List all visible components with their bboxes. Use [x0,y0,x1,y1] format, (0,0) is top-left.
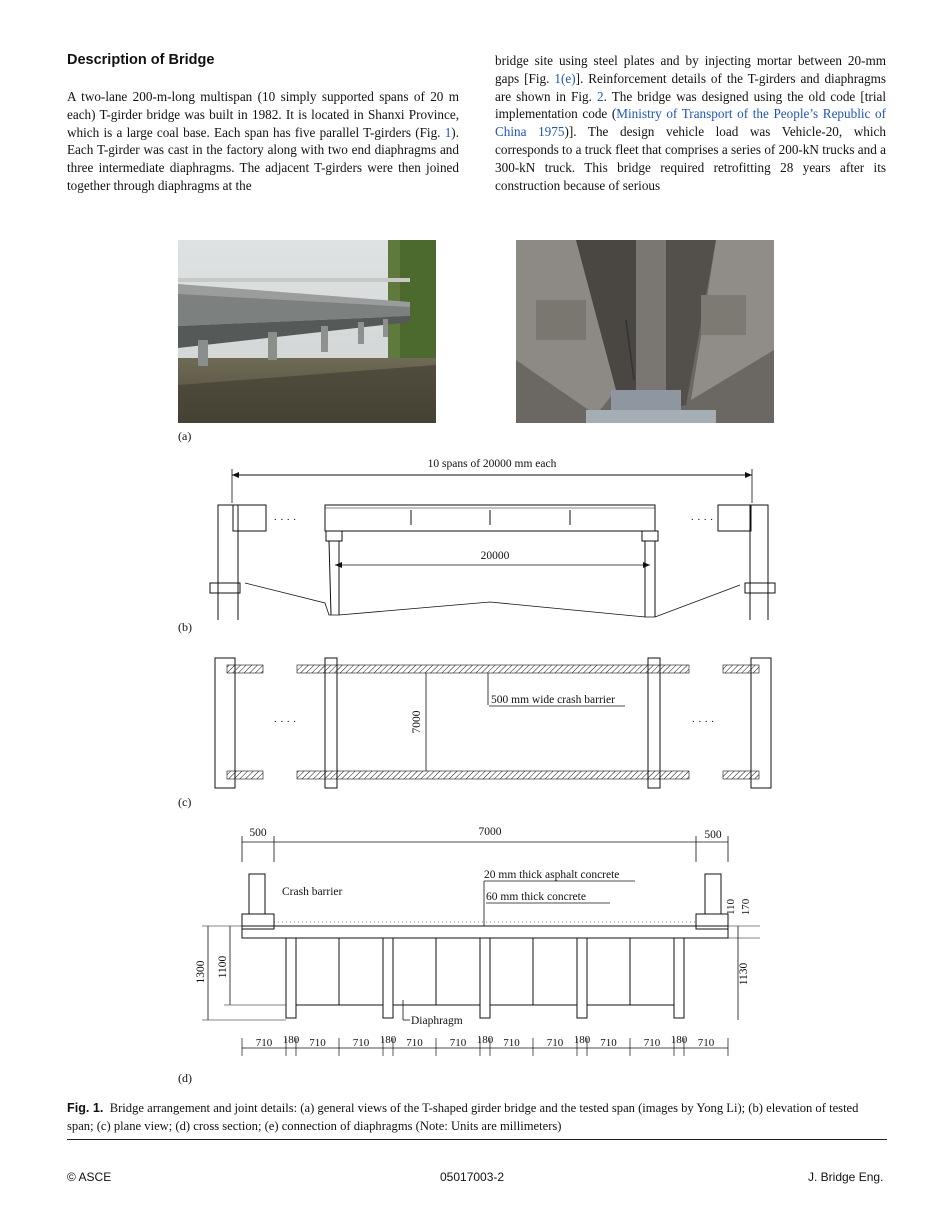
panel-label-a: (a) [178,429,192,443]
bottom-dim-label: 710 [352,1037,370,1049]
bottom-dimensions [242,1034,728,1056]
reference-link[interactable]: Ministry of Transport of the People’s Republic of China 1975 [495,106,886,140]
concrete-label: 60 mm thick concrete [486,891,586,903]
plan-dots-right: · · · · [691,716,715,728]
fig-1-link[interactable]: 1 [444,124,452,140]
left-text-column [67,88,459,195]
plan-dots-left: · · · · [273,716,297,728]
section-heading: Description of Bridge [67,52,215,68]
plan-drawing [205,655,785,795]
panel-label-b: (b) [178,620,192,634]
dim-110: 110 [725,898,737,916]
elevation-dots-right: · · · · [690,514,714,526]
caption-label: Fig. 1. [67,1101,104,1115]
dim-1100: 1100 [217,955,229,979]
asphalt-label: 20 mm thick asphalt concrete [484,869,620,881]
girder-underside-photo [516,240,774,423]
right-text-column [495,52,886,194]
bottom-dim-label: 710 [546,1037,564,1049]
fig-1e-link[interactable]: 1(e) [554,70,576,86]
paragraph-text-2: ]. Reinforcement details of the T-girders and diaphragms are shown in Fig. [495,70,886,104]
footer-rule [67,1139,887,1140]
bottom-dim-label: 710 [406,1037,423,1049]
paragraph-text-4: )]. The design vehicle load was Vehicle-20, which corresponds to a truck fleet that comprises a series of 200-kN trucks and a 300-kN truck. This bridge required retrofitting 28 years after its construction because of serious [495,124,886,193]
bottom-dim-label: 710 [449,1037,467,1049]
dim-1130: 1130 [738,962,750,986]
fig-2-link[interactable]: 2 [597,88,604,104]
bottom-dim-label: 710 [600,1037,617,1049]
span-dim: 20000 [480,550,510,562]
diaphragm-label: Diaphragm [411,1015,463,1027]
footer-right: J. Bridge Eng. [808,1170,884,1184]
footer-center: 05017003-2 [440,1170,505,1184]
bottom-dim-label: 710 [255,1037,273,1049]
bottom-dim-label: 180 [573,1034,591,1046]
panel-label-c: (c) [178,795,192,809]
barrier-label: 500 mm wide crash barrier [491,694,615,706]
figure-caption [67,1100,887,1135]
bottom-dim-label: 180 [670,1034,688,1046]
panel-label-d: (d) [178,1071,192,1085]
dim-mid: 7000 [478,826,502,838]
dim-1300: 1300 [195,960,207,984]
spans-label: 10 spans of 20000 mm each [427,458,557,470]
bottom-dim-label: 180 [379,1034,397,1046]
paragraph-text: A two-lane 200-m-long multispan (10 simply supported spans of 20 m each) T-girder bridge was built in 1982. It is located in Shanxi Province, which is a large coal base. Each span has five parallel T-girders (Fig. [67,89,459,140]
bottom-dim-label: 180 [476,1034,494,1046]
paragraph-text-1: bridge site using steel plates and by injecting mortar between 20-mm gaps [Fig. [495,53,886,86]
paragraph-text-3: . The bridge was designed using the old code [trial implementation code ( [495,88,886,122]
elevation-drawing [205,455,785,620]
bottom-dim-label: 710 [697,1037,715,1049]
bottom-dim-label: 180 [282,1034,300,1046]
elevation-dots-left: · · · · [273,514,297,526]
dim-right: 500 [704,829,722,841]
bottom-dim-label: 710 [643,1037,661,1049]
footer-left: © ASCE [67,1170,112,1184]
cross-section-drawing [190,822,770,1067]
dim-170: 170 [740,898,752,916]
paragraph-text-end: ). Each T-girder was cast in the factory along with two end diaphragms and three intermediate diaphragms. The adjacent T-girders were then joined together through diaphragms at the [67,124,459,193]
crash-barrier-label: Crash barrier [282,886,343,898]
bottom-dim-label: 710 [503,1037,520,1049]
caption-text: Bridge arrangement and joint details: (a) general views of the T-shaped girder bridge and the tested span (images by Yong Li); (b) elevation of tested span; (c) plane view; (d) cross section; (e) connection of diaphragms (Note: Units are millimeters) [67,1101,859,1133]
bottom-dim-label: 710 [309,1037,326,1049]
plan-width-dim: 7000 [411,710,423,734]
dim-left: 500 [249,827,267,839]
bridge-general-view-photo [178,240,436,423]
